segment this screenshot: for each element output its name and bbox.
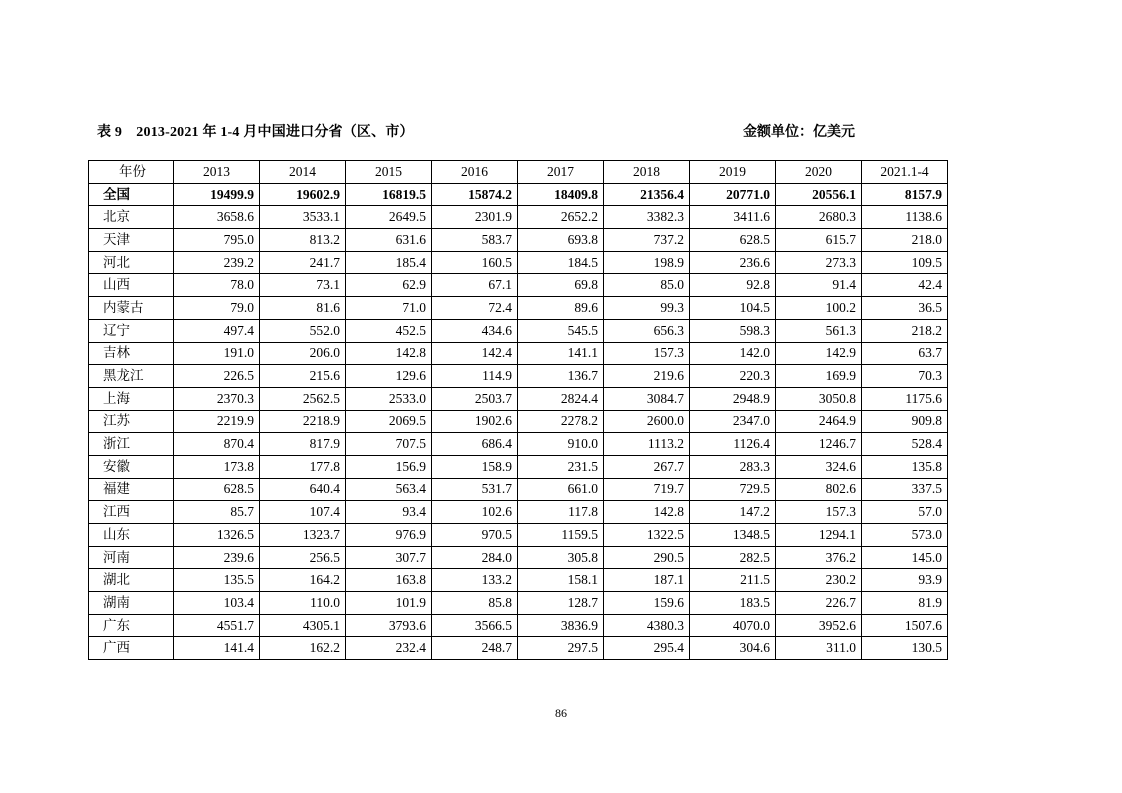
value-cell: 101.9 <box>346 592 432 615</box>
province-name: 湖北 <box>89 569 174 592</box>
value-cell: 631.6 <box>346 229 432 252</box>
value-cell: 19602.9 <box>260 183 346 206</box>
value-cell: 290.5 <box>604 546 690 569</box>
value-cell: 211.5 <box>690 569 776 592</box>
page-number: 86 <box>555 706 567 720</box>
value-cell: 100.2 <box>776 297 862 320</box>
value-cell: 1323.7 <box>260 524 346 547</box>
value-cell: 4380.3 <box>604 614 690 637</box>
value-cell: 3836.9 <box>518 614 604 637</box>
unit-label: 金额单位：亿美元 <box>743 125 855 140</box>
value-cell: 239.6 <box>174 546 260 569</box>
value-cell: 57.0 <box>862 501 948 524</box>
value-cell: 241.7 <box>260 251 346 274</box>
value-cell: 2347.0 <box>690 410 776 433</box>
value-cell: 226.7 <box>776 592 862 615</box>
value-cell: 129.6 <box>346 365 432 388</box>
value-cell: 4551.7 <box>174 614 260 637</box>
value-cell: 177.8 <box>260 455 346 478</box>
value-cell: 218.2 <box>862 319 948 342</box>
table-row <box>89 297 948 320</box>
value-cell: 2533.0 <box>346 387 432 410</box>
value-cell: 99.3 <box>604 297 690 320</box>
value-cell: 109.5 <box>862 251 948 274</box>
value-cell: 236.6 <box>690 251 776 274</box>
value-cell: 545.5 <box>518 319 604 342</box>
value-cell: 63.7 <box>862 342 948 365</box>
value-cell: 162.2 <box>260 637 346 660</box>
table-row <box>89 637 948 660</box>
value-cell: 434.6 <box>432 319 518 342</box>
value-cell: 707.5 <box>346 433 432 456</box>
value-cell: 70.3 <box>862 365 948 388</box>
value-cell: 304.6 <box>690 637 776 660</box>
province-name: 江西 <box>89 501 174 524</box>
value-cell: 128.7 <box>518 592 604 615</box>
table-body <box>89 183 948 659</box>
value-cell: 284.0 <box>432 546 518 569</box>
value-cell: 142.9 <box>776 342 862 365</box>
value-cell: 282.5 <box>690 546 776 569</box>
value-cell: 71.0 <box>346 297 432 320</box>
value-cell: 283.3 <box>690 455 776 478</box>
province-name: 黑龙江 <box>89 365 174 388</box>
value-cell: 163.8 <box>346 569 432 592</box>
table-row <box>89 365 948 388</box>
value-cell: 78.0 <box>174 274 260 297</box>
value-cell: 729.5 <box>690 478 776 501</box>
value-cell: 2219.9 <box>174 410 260 433</box>
value-cell: 2600.0 <box>604 410 690 433</box>
value-cell: 93.4 <box>346 501 432 524</box>
value-cell: 561.3 <box>776 319 862 342</box>
value-cell: 2464.9 <box>776 410 862 433</box>
value-cell: 2824.4 <box>518 387 604 410</box>
column-header: 2013 <box>174 161 260 184</box>
value-cell: 3084.7 <box>604 387 690 410</box>
value-cell: 156.9 <box>346 455 432 478</box>
column-header-year: 年份 <box>89 161 174 184</box>
value-cell: 3050.8 <box>776 387 862 410</box>
value-cell: 187.1 <box>604 569 690 592</box>
value-cell: 2278.2 <box>518 410 604 433</box>
value-cell: 73.1 <box>260 274 346 297</box>
table-row <box>89 592 948 615</box>
value-cell: 191.0 <box>174 342 260 365</box>
province-name: 全国 <box>89 183 174 206</box>
value-cell: 185.4 <box>346 251 432 274</box>
value-cell: 1294.1 <box>776 524 862 547</box>
value-cell: 573.0 <box>862 524 948 547</box>
value-cell: 273.3 <box>776 251 862 274</box>
value-cell: 21356.4 <box>604 183 690 206</box>
table-row <box>89 229 948 252</box>
value-cell: 910.0 <box>518 433 604 456</box>
value-cell: 231.5 <box>518 455 604 478</box>
value-cell: 91.4 <box>776 274 862 297</box>
value-cell: 737.2 <box>604 229 690 252</box>
value-cell: 1322.5 <box>604 524 690 547</box>
column-header: 2021.1-4 <box>862 161 948 184</box>
value-cell: 2652.2 <box>518 206 604 229</box>
value-cell: 42.4 <box>862 274 948 297</box>
province-name: 内蒙古 <box>89 297 174 320</box>
value-cell: 817.9 <box>260 433 346 456</box>
value-cell: 640.4 <box>260 478 346 501</box>
value-cell: 133.2 <box>432 569 518 592</box>
province-name: 天津 <box>89 229 174 252</box>
value-cell: 159.6 <box>604 592 690 615</box>
value-cell: 104.5 <box>690 297 776 320</box>
value-cell: 184.5 <box>518 251 604 274</box>
value-cell: 92.8 <box>690 274 776 297</box>
table-row <box>89 410 948 433</box>
province-name: 江苏 <box>89 410 174 433</box>
value-cell: 239.2 <box>174 251 260 274</box>
value-cell: 452.5 <box>346 319 432 342</box>
province-name: 浙江 <box>89 433 174 456</box>
value-cell: 2301.9 <box>432 206 518 229</box>
value-cell: 114.9 <box>432 365 518 388</box>
value-cell: 173.8 <box>174 455 260 478</box>
value-cell: 2680.3 <box>776 206 862 229</box>
value-cell: 141.4 <box>174 637 260 660</box>
value-cell: 1126.4 <box>690 433 776 456</box>
province-name: 上海 <box>89 387 174 410</box>
value-cell: 103.4 <box>174 592 260 615</box>
value-cell: 20771.0 <box>690 183 776 206</box>
value-cell: 305.8 <box>518 546 604 569</box>
value-cell: 93.9 <box>862 569 948 592</box>
value-cell: 1175.6 <box>862 387 948 410</box>
value-cell: 324.6 <box>776 455 862 478</box>
value-cell: 531.7 <box>432 478 518 501</box>
value-cell: 136.7 <box>518 365 604 388</box>
value-cell: 220.3 <box>690 365 776 388</box>
value-cell: 107.4 <box>260 501 346 524</box>
value-cell: 528.4 <box>862 433 948 456</box>
column-header: 2018 <box>604 161 690 184</box>
value-cell: 67.1 <box>432 274 518 297</box>
province-name: 山东 <box>89 524 174 547</box>
value-cell: 248.7 <box>432 637 518 660</box>
table-row <box>89 251 948 274</box>
value-cell: 89.6 <box>518 297 604 320</box>
value-cell: 2562.5 <box>260 387 346 410</box>
value-cell: 145.0 <box>862 546 948 569</box>
value-cell: 142.8 <box>604 501 690 524</box>
value-cell: 267.7 <box>604 455 690 478</box>
table-row <box>89 274 948 297</box>
value-cell: 598.3 <box>690 319 776 342</box>
value-cell: 85.0 <box>604 274 690 297</box>
table-row <box>89 433 948 456</box>
column-header: 2016 <box>432 161 518 184</box>
value-cell: 110.0 <box>260 592 346 615</box>
value-cell: 20556.1 <box>776 183 862 206</box>
value-cell: 563.4 <box>346 478 432 501</box>
header-row <box>89 161 948 184</box>
value-cell: 661.0 <box>518 478 604 501</box>
province-name: 吉林 <box>89 342 174 365</box>
value-cell: 3793.6 <box>346 614 432 637</box>
value-cell: 218.0 <box>862 229 948 252</box>
value-cell: 169.9 <box>776 365 862 388</box>
column-header: 2020 <box>776 161 862 184</box>
table-row <box>89 319 948 342</box>
table-row <box>89 569 948 592</box>
value-cell: 583.7 <box>432 229 518 252</box>
table-row <box>89 614 948 637</box>
value-cell: 628.5 <box>174 478 260 501</box>
value-cell: 615.7 <box>776 229 862 252</box>
value-cell: 2948.9 <box>690 387 776 410</box>
value-cell: 970.5 <box>432 524 518 547</box>
value-cell: 1902.6 <box>432 410 518 433</box>
value-cell: 81.9 <box>862 592 948 615</box>
value-cell: 337.5 <box>862 478 948 501</box>
value-cell: 157.3 <box>776 501 862 524</box>
value-cell: 552.0 <box>260 319 346 342</box>
value-cell: 117.8 <box>518 501 604 524</box>
value-cell: 142.8 <box>346 342 432 365</box>
value-cell: 297.5 <box>518 637 604 660</box>
value-cell: 62.9 <box>346 274 432 297</box>
value-cell: 256.5 <box>260 546 346 569</box>
province-name: 河南 <box>89 546 174 569</box>
value-cell: 232.4 <box>346 637 432 660</box>
value-cell: 85.7 <box>174 501 260 524</box>
value-cell: 311.0 <box>776 637 862 660</box>
province-name: 山西 <box>89 274 174 297</box>
province-name: 河北 <box>89 251 174 274</box>
value-cell: 219.6 <box>604 365 690 388</box>
table-row <box>89 501 948 524</box>
value-cell: 135.8 <box>862 455 948 478</box>
table-row <box>89 455 948 478</box>
value-cell: 19499.9 <box>174 183 260 206</box>
value-cell: 141.1 <box>518 342 604 365</box>
value-cell: 72.4 <box>432 297 518 320</box>
value-cell: 157.3 <box>604 342 690 365</box>
value-cell: 85.8 <box>432 592 518 615</box>
value-cell: 226.5 <box>174 365 260 388</box>
column-header: 2015 <box>346 161 432 184</box>
value-cell: 870.4 <box>174 433 260 456</box>
value-cell: 795.0 <box>174 229 260 252</box>
value-cell: 1246.7 <box>776 433 862 456</box>
value-cell: 1348.5 <box>690 524 776 547</box>
value-cell: 2370.3 <box>174 387 260 410</box>
value-cell: 719.7 <box>604 478 690 501</box>
value-cell: 2649.5 <box>346 206 432 229</box>
province-name: 广西 <box>89 637 174 660</box>
province-name: 广东 <box>89 614 174 637</box>
column-header: 2017 <box>518 161 604 184</box>
table-row <box>89 546 948 569</box>
value-cell: 1113.2 <box>604 433 690 456</box>
value-cell: 4305.1 <box>260 614 346 637</box>
value-cell: 79.0 <box>174 297 260 320</box>
import-by-province-table <box>88 160 948 660</box>
value-cell: 3952.6 <box>776 614 862 637</box>
value-cell: 158.1 <box>518 569 604 592</box>
value-cell: 135.5 <box>174 569 260 592</box>
value-cell: 142.4 <box>432 342 518 365</box>
value-cell: 147.2 <box>690 501 776 524</box>
province-name: 北京 <box>89 206 174 229</box>
province-name: 辽宁 <box>89 319 174 342</box>
value-cell: 36.5 <box>862 297 948 320</box>
table-row <box>89 206 948 229</box>
table-title: 表 9 2013-2021 年 1-4 月中国进口分省（区、市） <box>97 125 414 140</box>
value-cell: 206.0 <box>260 342 346 365</box>
table-row <box>89 524 948 547</box>
value-cell: 215.6 <box>260 365 346 388</box>
value-cell: 4070.0 <box>690 614 776 637</box>
value-cell: 81.6 <box>260 297 346 320</box>
value-cell: 3533.1 <box>260 206 346 229</box>
table-row <box>89 342 948 365</box>
value-cell: 164.2 <box>260 569 346 592</box>
value-cell: 686.4 <box>432 433 518 456</box>
value-cell: 15874.2 <box>432 183 518 206</box>
value-cell: 142.0 <box>690 342 776 365</box>
province-name: 福建 <box>89 478 174 501</box>
value-cell: 656.3 <box>604 319 690 342</box>
value-cell: 628.5 <box>690 229 776 252</box>
table-row <box>89 387 948 410</box>
value-cell: 3566.5 <box>432 614 518 637</box>
value-cell: 230.2 <box>776 569 862 592</box>
column-header: 2014 <box>260 161 346 184</box>
value-cell: 3658.6 <box>174 206 260 229</box>
value-cell: 16819.5 <box>346 183 432 206</box>
value-cell: 2069.5 <box>346 410 432 433</box>
province-name: 安徽 <box>89 455 174 478</box>
column-header: 2019 <box>690 161 776 184</box>
value-cell: 69.8 <box>518 274 604 297</box>
value-cell: 497.4 <box>174 319 260 342</box>
total-row <box>89 183 948 206</box>
value-cell: 2218.9 <box>260 410 346 433</box>
value-cell: 909.8 <box>862 410 948 433</box>
value-cell: 976.9 <box>346 524 432 547</box>
value-cell: 813.2 <box>260 229 346 252</box>
value-cell: 376.2 <box>776 546 862 569</box>
value-cell: 102.6 <box>432 501 518 524</box>
value-cell: 18409.8 <box>518 183 604 206</box>
value-cell: 693.8 <box>518 229 604 252</box>
value-cell: 160.5 <box>432 251 518 274</box>
province-name: 湖南 <box>89 592 174 615</box>
value-cell: 1159.5 <box>518 524 604 547</box>
value-cell: 183.5 <box>690 592 776 615</box>
value-cell: 8157.9 <box>862 183 948 206</box>
table-row <box>89 478 948 501</box>
value-cell: 1326.5 <box>174 524 260 547</box>
value-cell: 295.4 <box>604 637 690 660</box>
value-cell: 307.7 <box>346 546 432 569</box>
value-cell: 198.9 <box>604 251 690 274</box>
value-cell: 158.9 <box>432 455 518 478</box>
value-cell: 130.5 <box>862 637 948 660</box>
value-cell: 1507.6 <box>862 614 948 637</box>
value-cell: 1138.6 <box>862 206 948 229</box>
value-cell: 2503.7 <box>432 387 518 410</box>
value-cell: 802.6 <box>776 478 862 501</box>
value-cell: 3411.6 <box>690 206 776 229</box>
value-cell: 3382.3 <box>604 206 690 229</box>
